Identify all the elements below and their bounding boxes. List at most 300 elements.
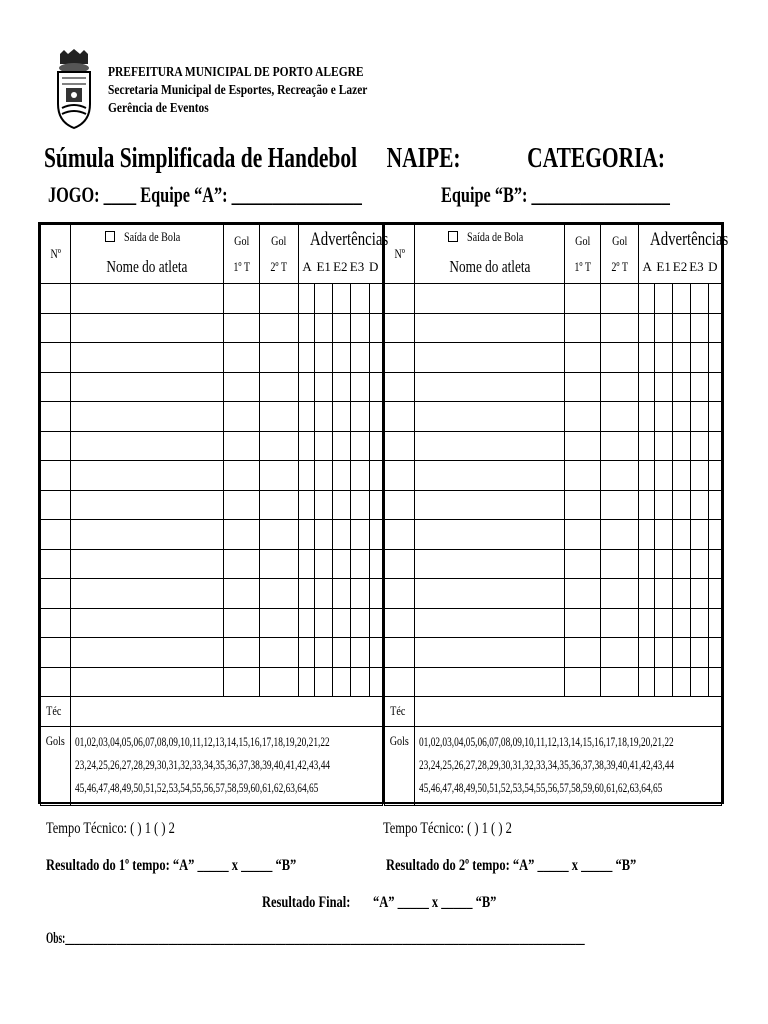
player-cell[interactable]: [369, 490, 382, 520]
player-cell[interactable]: [655, 431, 673, 461]
player-cell[interactable]: [71, 461, 223, 491]
player-cell[interactable]: [673, 284, 691, 314]
player-cell[interactable]: [260, 520, 299, 550]
player-row: [385, 313, 722, 343]
player-cell[interactable]: [691, 343, 709, 373]
tecnico-row: [41, 697, 383, 727]
player-cell[interactable]: [223, 372, 260, 402]
player-cell[interactable]: [369, 520, 382, 550]
equipe-b-line: Equipe “B”: _________________: [441, 182, 670, 207]
col-name-header: [71, 225, 223, 284]
player-cell[interactable]: [41, 461, 71, 491]
player-cell[interactable]: [415, 549, 565, 579]
player-cell[interactable]: [333, 343, 351, 373]
player-cell[interactable]: [71, 431, 223, 461]
naipe-label: NAIPE:: [386, 142, 461, 174]
player-cell[interactable]: [639, 284, 655, 314]
player-cell[interactable]: [673, 490, 691, 520]
player-cell[interactable]: [369, 431, 382, 461]
player-cell[interactable]: [314, 579, 332, 609]
player-cell[interactable]: [260, 638, 299, 668]
player-cell[interactable]: [565, 638, 601, 668]
player-cell[interactable]: [71, 313, 223, 343]
player-cell[interactable]: [415, 402, 565, 432]
gols-label: Gols: [385, 726, 415, 805]
player-cell[interactable]: [314, 431, 332, 461]
player-cell[interactable]: [260, 667, 299, 697]
player-cell[interactable]: [601, 402, 639, 432]
player-row: [385, 402, 722, 432]
player-cell[interactable]: [223, 608, 260, 638]
player-row: [41, 579, 383, 609]
player-cell[interactable]: [298, 490, 314, 520]
player-cell[interactable]: [691, 608, 709, 638]
player-cell[interactable]: [260, 343, 299, 373]
saida-de-bola-checkbox[interactable]: [448, 231, 458, 242]
player-cell[interactable]: [333, 549, 351, 579]
player-cell[interactable]: [314, 402, 332, 432]
player-cell[interactable]: [333, 284, 351, 314]
player-cell[interactable]: [223, 284, 260, 314]
player-cell[interactable]: [673, 579, 691, 609]
jogo-equipe-a-line: JOGO: ____ Equipe “A”: ________________: [48, 182, 362, 207]
tec-field[interactable]: [71, 697, 383, 727]
player-cell[interactable]: [71, 343, 223, 373]
player-cell[interactable]: [223, 431, 260, 461]
player-cell[interactable]: [333, 638, 351, 668]
player-cell[interactable]: [601, 343, 639, 373]
player-cell[interactable]: [385, 608, 415, 638]
player-cell[interactable]: [260, 372, 299, 402]
player-cell[interactable]: [655, 667, 673, 697]
player-cell[interactable]: [333, 461, 351, 491]
player-cell[interactable]: [41, 490, 71, 520]
player-cell[interactable]: [351, 372, 369, 402]
player-cell[interactable]: [601, 372, 639, 402]
player-cell[interactable]: [71, 579, 223, 609]
player-cell[interactable]: [369, 638, 382, 668]
player-cell[interactable]: [41, 667, 71, 697]
player-cell[interactable]: [415, 284, 565, 314]
player-cell[interactable]: [639, 638, 655, 668]
player-cell[interactable]: [415, 667, 565, 697]
player-cell[interactable]: [673, 372, 691, 402]
player-cell[interactable]: [385, 667, 415, 697]
player-cell[interactable]: [601, 608, 639, 638]
player-cell[interactable]: [673, 461, 691, 491]
player-cell[interactable]: [601, 549, 639, 579]
player-cell[interactable]: [673, 431, 691, 461]
player-cell[interactable]: [260, 284, 299, 314]
player-cell[interactable]: [298, 431, 314, 461]
player-cell[interactable]: [601, 313, 639, 343]
score-sheet: [38, 222, 729, 804]
player-cell[interactable]: [709, 608, 722, 638]
gols-numbers[interactable]: 01,02,03,04,05,06,07,08,09,10,11,12,13,14,15,16,17,18,19,20,21,22 23,24,25,26,27,28,29,30,31,32,33,34,35,36,37,38,39,40,41,42,43,44 45,46,47,48,49,50,51,52,53,54,55,56,57,58,59,60,61,62,63,64,65: [71, 726, 383, 805]
saida-de-bola-checkbox[interactable]: [105, 231, 115, 242]
tempo-tecnico-b: Tempo Técnico: ( ) 1 ( ) 2: [383, 820, 512, 837]
player-cell[interactable]: [691, 402, 709, 432]
player-cell[interactable]: [601, 431, 639, 461]
gols-row: [385, 726, 722, 805]
player-cell[interactable]: [673, 402, 691, 432]
player-cell[interactable]: [655, 638, 673, 668]
player-cell[interactable]: [639, 549, 655, 579]
player-cell[interactable]: [71, 490, 223, 520]
player-cell[interactable]: [333, 490, 351, 520]
player-cell[interactable]: [655, 284, 673, 314]
player-cell[interactable]: [639, 667, 655, 697]
player-cell[interactable]: [314, 313, 332, 343]
player-cell[interactable]: [41, 638, 71, 668]
player-cell[interactable]: [223, 461, 260, 491]
player-cell[interactable]: [298, 608, 314, 638]
player-cell[interactable]: [41, 579, 71, 609]
player-cell[interactable]: [639, 490, 655, 520]
player-cell[interactable]: [223, 579, 260, 609]
player-cell[interactable]: [691, 461, 709, 491]
player-cell[interactable]: [223, 343, 260, 373]
player-cell[interactable]: [333, 402, 351, 432]
player-cell[interactable]: [351, 461, 369, 491]
player-cell[interactable]: [41, 284, 71, 314]
player-row: [41, 284, 383, 314]
player-cell[interactable]: [709, 284, 722, 314]
player-cell[interactable]: [369, 549, 382, 579]
player-cell[interactable]: [260, 549, 299, 579]
player-cell[interactable]: [260, 461, 299, 491]
player-cell[interactable]: [223, 638, 260, 668]
player-cell[interactable]: [385, 343, 415, 373]
player-cell[interactable]: [369, 284, 382, 314]
player-cell[interactable]: [385, 313, 415, 343]
player-cell[interactable]: [655, 608, 673, 638]
player-cell[interactable]: [41, 402, 71, 432]
player-cell[interactable]: [298, 372, 314, 402]
player-cell[interactable]: [314, 638, 332, 668]
player-cell[interactable]: [691, 579, 709, 609]
player-cell[interactable]: [639, 431, 655, 461]
player-cell[interactable]: [333, 431, 351, 461]
adv-col-e3: E3: [349, 259, 365, 274]
player-cell[interactable]: [369, 343, 382, 373]
player-cell[interactable]: [415, 490, 565, 520]
player-cell[interactable]: [298, 461, 314, 491]
player-cell[interactable]: [673, 313, 691, 343]
player-cell[interactable]: [415, 461, 565, 491]
player-cell[interactable]: [709, 667, 722, 697]
player-cell[interactable]: [673, 343, 691, 373]
resultado-final-value: “A” _____ x _____ “B”: [373, 894, 497, 911]
nome-atleta-label: Nome do atleta: [106, 257, 188, 276]
player-cell[interactable]: [639, 579, 655, 609]
player-cell[interactable]: [655, 490, 673, 520]
org-line-1: PREFEITURA MUNICIPAL DE PORTO ALEGRE: [108, 65, 364, 80]
player-cell[interactable]: [709, 402, 722, 432]
col-name-header: [415, 225, 565, 284]
nome-atleta-label: Nome do atleta: [448, 257, 530, 276]
player-cell[interactable]: [673, 638, 691, 668]
player-cell[interactable]: [655, 520, 673, 550]
player-row: [385, 372, 722, 402]
player-cell[interactable]: [385, 638, 415, 668]
player-cell[interactable]: [709, 461, 722, 491]
player-cell[interactable]: [655, 343, 673, 373]
player-cell[interactable]: [709, 520, 722, 550]
advertencias-header: Advertências A E1 E2 E3 D: [639, 225, 722, 284]
player-cell[interactable]: [351, 608, 369, 638]
player-cell[interactable]: [565, 490, 601, 520]
player-cell[interactable]: [260, 402, 299, 432]
player-cell[interactable]: [601, 490, 639, 520]
player-cell[interactable]: [385, 520, 415, 550]
city-crest-logo: [54, 48, 94, 130]
player-cell[interactable]: [655, 313, 673, 343]
player-cell[interactable]: [415, 343, 565, 373]
player-cell[interactable]: [709, 372, 722, 402]
player-cell[interactable]: [314, 608, 332, 638]
gols-numbers[interactable]: 01,02,03,04,05,06,07,08,09,10,11,12,13,14,15,16,17,18,19,20,21,22 23,24,25,26,27,28,29,30,31,32,33,34,35,36,37,38,39,40,41,42,43,44 45,46,47,48,49,50,51,52,53,54,55,56,57,58,59,60,61,62,63,64,65: [415, 726, 722, 805]
player-cell[interactable]: [639, 402, 655, 432]
player-cell[interactable]: [223, 667, 260, 697]
player-cell[interactable]: [385, 549, 415, 579]
player-cell[interactable]: [298, 313, 314, 343]
player-cell[interactable]: [709, 490, 722, 520]
gols-label: Gols: [41, 726, 71, 805]
tecnico-row: [385, 697, 722, 727]
player-cell[interactable]: [369, 667, 382, 697]
player-cell[interactable]: [260, 490, 299, 520]
player-cell[interactable]: [639, 372, 655, 402]
player-cell[interactable]: [298, 520, 314, 550]
player-cell[interactable]: [639, 608, 655, 638]
tec-field[interactable]: [415, 697, 722, 727]
player-cell[interactable]: [369, 372, 382, 402]
adv-col-e1: E1: [656, 259, 671, 274]
player-cell[interactable]: [314, 284, 332, 314]
player-cell[interactable]: [333, 313, 351, 343]
adv-col-e1: E1: [316, 259, 331, 274]
player-cell[interactable]: [415, 372, 565, 402]
player-cell[interactable]: [601, 667, 639, 697]
player-cell[interactable]: [41, 520, 71, 550]
player-cell[interactable]: [333, 579, 351, 609]
player-cell[interactable]: [333, 520, 351, 550]
player-cell[interactable]: [351, 313, 369, 343]
player-cell[interactable]: [601, 638, 639, 668]
player-cell[interactable]: [71, 608, 223, 638]
player-cell[interactable]: [314, 667, 332, 697]
player-cell[interactable]: [565, 431, 601, 461]
player-cell[interactable]: [639, 520, 655, 550]
player-cell[interactable]: [351, 343, 369, 373]
player-cell[interactable]: [385, 402, 415, 432]
player-cell[interactable]: [260, 608, 299, 638]
player-cell[interactable]: [565, 402, 601, 432]
player-cell[interactable]: [709, 313, 722, 343]
player-cell[interactable]: [41, 549, 71, 579]
player-cell[interactable]: [565, 313, 601, 343]
player-cell[interactable]: [369, 461, 382, 491]
player-cell[interactable]: [369, 313, 382, 343]
player-cell[interactable]: [223, 520, 260, 550]
player-cell[interactable]: [709, 579, 722, 609]
player-cell[interactable]: [369, 579, 382, 609]
player-cell[interactable]: [691, 490, 709, 520]
player-cell[interactable]: [351, 284, 369, 314]
player-cell[interactable]: [415, 520, 565, 550]
player-cell[interactable]: [385, 372, 415, 402]
player-cell[interactable]: [71, 520, 223, 550]
player-cell[interactable]: [601, 284, 639, 314]
player-cell[interactable]: [314, 461, 332, 491]
gol-1t-header: Gol 1º T: [565, 225, 601, 284]
player-cell[interactable]: [691, 549, 709, 579]
player-cell[interactable]: [41, 608, 71, 638]
player-cell[interactable]: [298, 638, 314, 668]
player-cell[interactable]: [709, 638, 722, 668]
player-cell[interactable]: [655, 402, 673, 432]
player-cell[interactable]: [71, 284, 223, 314]
player-row: [385, 638, 722, 668]
player-cell[interactable]: [601, 461, 639, 491]
player-cell[interactable]: [691, 520, 709, 550]
player-cell[interactable]: [41, 372, 71, 402]
player-cell[interactable]: [655, 372, 673, 402]
player-row: [385, 284, 722, 314]
player-cell[interactable]: [333, 372, 351, 402]
player-cell[interactable]: [223, 490, 260, 520]
player-cell[interactable]: [565, 549, 601, 579]
team-b-table: [384, 224, 729, 802]
player-cell[interactable]: [41, 343, 71, 373]
document-title: [44, 142, 665, 175]
player-cell[interactable]: [351, 667, 369, 697]
player-cell[interactable]: [41, 431, 71, 461]
player-row: [41, 490, 383, 520]
player-cell[interactable]: [673, 549, 691, 579]
player-cell[interactable]: [385, 579, 415, 609]
player-cell[interactable]: [691, 431, 709, 461]
player-cell[interactable]: [314, 520, 332, 550]
player-cell[interactable]: [655, 579, 673, 609]
categoria-label: CATEGORIA:: [527, 142, 666, 174]
player-cell[interactable]: [298, 667, 314, 697]
table-header-row: [385, 225, 722, 284]
player-cell[interactable]: [639, 461, 655, 491]
player-cell[interactable]: [385, 284, 415, 314]
player-cell[interactable]: [260, 579, 299, 609]
player-cell[interactable]: [673, 520, 691, 550]
player-cell[interactable]: [351, 549, 369, 579]
player-cell[interactable]: [691, 284, 709, 314]
player-cell[interactable]: [565, 284, 601, 314]
player-cell[interactable]: [298, 402, 314, 432]
player-cell[interactable]: [260, 431, 299, 461]
player-cell[interactable]: [369, 402, 382, 432]
player-cell[interactable]: [709, 549, 722, 579]
player-cell[interactable]: [351, 490, 369, 520]
player-cell[interactable]: [565, 520, 601, 550]
player-cell[interactable]: [673, 667, 691, 697]
adv-col-d: D: [368, 259, 379, 274]
player-cell[interactable]: [333, 667, 351, 697]
player-cell[interactable]: [385, 431, 415, 461]
player-cell[interactable]: [601, 579, 639, 609]
player-cell[interactable]: [298, 343, 314, 373]
player-cell[interactable]: [223, 313, 260, 343]
player-cell[interactable]: [415, 431, 565, 461]
player-cell[interactable]: [691, 667, 709, 697]
table-header-row: [41, 225, 383, 284]
player-cell[interactable]: [314, 549, 332, 579]
saida-de-bola-label: Saída de Bola: [124, 229, 181, 244]
player-cell[interactable]: [71, 638, 223, 668]
player-cell[interactable]: [351, 520, 369, 550]
player-cell[interactable]: [565, 579, 601, 609]
player-cell[interactable]: [223, 402, 260, 432]
player-cell[interactable]: [71, 402, 223, 432]
player-cell[interactable]: [369, 608, 382, 638]
player-cell[interactable]: [415, 579, 565, 609]
player-cell[interactable]: [298, 549, 314, 579]
player-cell[interactable]: [709, 431, 722, 461]
player-cell[interactable]: [351, 638, 369, 668]
player-cell[interactable]: [71, 372, 223, 402]
player-row: [41, 667, 383, 697]
player-cell[interactable]: [565, 372, 601, 402]
player-cell[interactable]: [691, 638, 709, 668]
player-cell[interactable]: [385, 461, 415, 491]
player-cell[interactable]: [639, 343, 655, 373]
player-cell[interactable]: [298, 284, 314, 314]
player-cell[interactable]: [415, 608, 565, 638]
player-cell[interactable]: [314, 490, 332, 520]
player-cell[interactable]: [385, 490, 415, 520]
player-cell[interactable]: [691, 313, 709, 343]
player-cell[interactable]: [314, 343, 332, 373]
player-cell[interactable]: [260, 313, 299, 343]
player-cell[interactable]: [655, 461, 673, 491]
adv-col-e2: E2: [333, 259, 348, 274]
player-cell[interactable]: [71, 667, 223, 697]
player-cell[interactable]: [41, 313, 71, 343]
gol-2t-header: Gol 2º T: [601, 225, 639, 284]
player-cell[interactable]: [639, 313, 655, 343]
player-cell[interactable]: [655, 549, 673, 579]
player-cell[interactable]: [314, 372, 332, 402]
player-cell[interactable]: [415, 313, 565, 343]
player-cell[interactable]: [71, 549, 223, 579]
player-cell[interactable]: [601, 520, 639, 550]
player-cell[interactable]: [351, 431, 369, 461]
player-cell[interactable]: [415, 638, 565, 668]
player-cell[interactable]: [673, 608, 691, 638]
col-number-header: Nº: [385, 225, 415, 284]
player-cell[interactable]: [565, 343, 601, 373]
player-cell[interactable]: [565, 667, 601, 697]
player-cell[interactable]: [223, 549, 260, 579]
resultado-1-tempo: Resultado do 1º tempo: “A” _____ x _____ “B”: [46, 857, 297, 874]
player-cell[interactable]: [351, 402, 369, 432]
player-cell[interactable]: [298, 579, 314, 609]
player-cell[interactable]: [691, 372, 709, 402]
player-cell[interactable]: [333, 608, 351, 638]
player-cell[interactable]: [565, 461, 601, 491]
player-cell[interactable]: [565, 608, 601, 638]
player-cell[interactable]: [351, 579, 369, 609]
player-cell[interactable]: [709, 343, 722, 373]
